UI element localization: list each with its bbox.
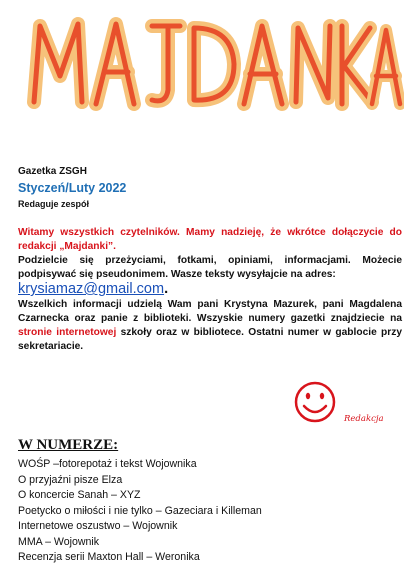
editor-note: Redaguje zespół: [18, 199, 90, 209]
list-item: Recenzja serii Maxton Hall – Weronika: [18, 551, 200, 563]
smiley-icon: [293, 380, 337, 424]
contents-list: [18, 457, 262, 566]
info-text-start: Wszelkich informacji udzielą Wam pani Krystyna Mazurek, pani Magdalena Czarnecka oraz panie z biblioteki. Wszyskie numery gazetki znajdziecie na: [18, 299, 402, 324]
list-item: O przyjaźni pisze Elza: [18, 473, 123, 486]
intro-text: [18, 226, 402, 354]
list-item: O koncercie Sanah – XYZ: [18, 489, 141, 501]
newspaper-name: Gazetka ZSGH: [18, 166, 87, 177]
list-item: Poetycko o miłości i nie tylko – Gazeciara i Killeman: [18, 504, 262, 517]
share-paragraph: [18, 254, 402, 298]
email-link[interactable]: krysiamaz@gmail.com: [18, 281, 165, 297]
contents-title: W NUMERZE:: [18, 437, 119, 453]
issue-date: Styczeń/Luty 2022: [18, 181, 127, 195]
list-item: WOŚP –fotorepotaż i tekst Wojownika: [18, 458, 197, 470]
website-link[interactable]: stronie internetowej: [18, 327, 117, 338]
issue-meta: [18, 166, 126, 209]
email-dot: .: [164, 281, 169, 297]
majdanka-logo: [20, 6, 404, 118]
info-text-end: szkoły oraz w bibliotece. Ostatni numer w gablocie przy sekretariacie.: [18, 327, 403, 352]
welcome-paragraph: Witamy wszystkich czytelników. Mamy nadzieję, że wkrótce dołączycie do redakcji „Majdanki”.: [18, 227, 402, 252]
list-item: Internetowe oszustwo – Wojownik: [18, 520, 178, 532]
signature: Redakcja: [344, 414, 384, 424]
list-item: MMA – Wojownik: [18, 535, 100, 548]
share-text: Podzielcie się przeżyciami, fotkami, opiniami, informacjami. Możecie podpisywać się pseudonimem. Wasze teksty wysyłajcie na adres:: [18, 255, 402, 280]
info-paragraph: [18, 298, 402, 354]
